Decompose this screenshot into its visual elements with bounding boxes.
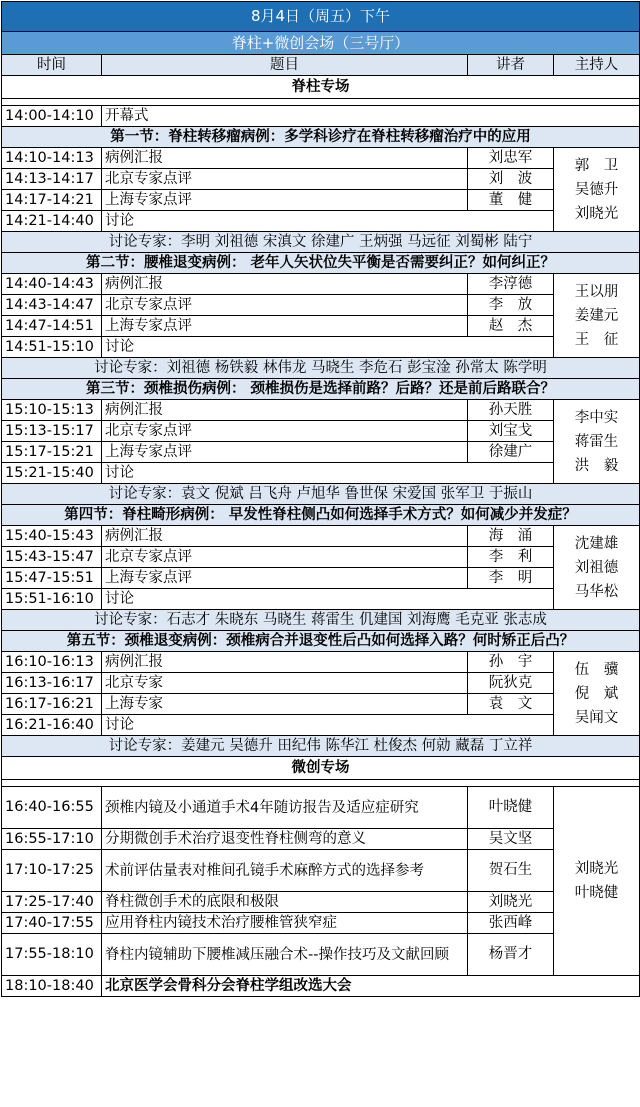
session-title: 第一节：脊柱转移瘤病例：多学科诊疗在脊柱转移瘤治疗中的应用	[2, 127, 640, 148]
host-name: 洪 毅	[574, 457, 619, 474]
row-time: 17:10-17:25	[2, 850, 102, 892]
section-title-minimally-invasive: 微创专场	[2, 757, 640, 780]
row-time: 17:40-17:55	[2, 913, 102, 934]
session-hosts	[554, 400, 640, 484]
closing-time: 18:10-18:40	[2, 976, 102, 997]
row-topic: 讨论	[102, 589, 554, 610]
session-title: 第二节：腰椎退变病例： 老年人矢状位失平衡是否需要纠正？如何纠正？	[2, 253, 640, 274]
discussion-experts: 讨论专家：李明 刘祖德 宋滇文 徐建广 王炳强 马远征 刘蜀彬 陆宁	[2, 232, 640, 253]
row-topic: 颈椎内镜及小通道手术4年随访报告及适应症研究	[102, 787, 468, 829]
row-topic: 北京专家点评	[102, 295, 468, 316]
row-topic: 分期微创手术治疗退变性脊柱侧弯的意义	[102, 829, 468, 850]
row-topic: 上海专家点评	[102, 568, 468, 589]
row-time: 14:21-14:40	[2, 211, 102, 232]
row-speaker: 董 健	[468, 190, 554, 211]
schedule-table	[1, 1, 640, 997]
host-name: 倪 斌	[574, 685, 619, 702]
row-time: 14:43-14:47	[2, 295, 102, 316]
row-time: 14:47-14:51	[2, 316, 102, 337]
row-speaker: 杨晋才	[468, 934, 554, 976]
host-name: 吴德升	[574, 181, 619, 198]
row-time: 16:40-16:55	[2, 787, 102, 829]
closing-topic: 北京医学会骨科分会脊柱学组改选大会	[102, 976, 640, 997]
row-time: 14:40-14:43	[2, 274, 102, 295]
session-hosts	[554, 526, 640, 610]
host-name: 吴闻文	[574, 709, 619, 726]
host-name: 刘晓光	[574, 205, 619, 222]
row-speaker: 阮狄克	[468, 673, 554, 694]
venue-title: 脊柱+微创会场（三号厅）	[2, 32, 640, 55]
row-speaker: 海 涌	[468, 526, 554, 547]
row-speaker: 李 放	[468, 295, 554, 316]
row-topic: 上海专家点评	[102, 190, 468, 211]
row-topic: 病例汇报	[102, 652, 468, 673]
row-topic: 应用脊柱内镜技术治疗腰椎管狭窄症	[102, 913, 468, 934]
row-time: 16:17-16:21	[2, 694, 102, 715]
discussion-experts: 讨论专家：袁文 倪斌 吕飞舟 卢旭华 鲁世保 宋爱国 张军卫 于振山	[2, 484, 640, 505]
row-topic: 术前评估量表对椎间孔镜手术麻醉方式的选择参考	[102, 850, 468, 892]
section-title-spine: 脊柱专场	[2, 76, 640, 99]
row-topic: 讨论	[102, 463, 554, 484]
row-speaker: 叶晓健	[468, 787, 554, 829]
row-time: 17:55-18:10	[2, 934, 102, 976]
session-title: 第五节：颈椎退变病例：颈椎病合并退变性后凸如何选择入路？何时矫正后凸？	[2, 631, 640, 652]
row-time: 17:25-17:40	[2, 892, 102, 913]
row-topic: 病例汇报	[102, 274, 468, 295]
row-speaker: 李 利	[468, 547, 554, 568]
opening-topic: 开幕式	[102, 106, 640, 127]
row-time: 15:21-15:40	[2, 463, 102, 484]
row-speaker: 袁 文	[468, 694, 554, 715]
host-name: 姜建元	[574, 307, 619, 324]
row-speaker: 李 明	[468, 568, 554, 589]
discussion-experts: 讨论专家：姜建元 吴德升 田纪伟 陈华江 杜俊杰 何勍 藏磊 丁立祥	[2, 736, 640, 757]
row-speaker: 贺石生	[468, 850, 554, 892]
row-time: 15:51-16:10	[2, 589, 102, 610]
row-topic: 讨论	[102, 337, 554, 358]
row-topic: 讨论	[102, 211, 554, 232]
row-topic: 病例汇报	[102, 148, 468, 169]
row-speaker: 李淳德	[468, 274, 554, 295]
row-speaker: 孙天胜	[468, 400, 554, 421]
row-time: 15:47-15:51	[2, 568, 102, 589]
row-speaker: 刘 波	[468, 169, 554, 190]
row-speaker: 孙 宇	[468, 652, 554, 673]
row-topic: 上海专家	[102, 694, 468, 715]
host-name: 蒋雷生	[574, 433, 619, 450]
opening-time: 14:00-14:10	[2, 106, 102, 127]
row-time: 15:40-15:43	[2, 526, 102, 547]
row-topic: 病例汇报	[102, 400, 468, 421]
column-header-time: 时间	[2, 55, 102, 76]
row-speaker: 徐建广	[468, 442, 554, 463]
row-topic: 脊柱内镜辅助下腰椎减压融合术--操作技巧及文献回顾	[102, 934, 468, 976]
session-hosts	[554, 274, 640, 358]
row-topic: 病例汇报	[102, 526, 468, 547]
row-speaker: 刘宝戈	[468, 421, 554, 442]
row-speaker: 赵 杰	[468, 316, 554, 337]
row-time: 16:55-17:10	[2, 829, 102, 850]
row-speaker: 刘忠军	[468, 148, 554, 169]
session-hosts	[554, 787, 640, 976]
row-speaker: 张西峰	[468, 913, 554, 934]
row-topic: 上海专家点评	[102, 316, 468, 337]
column-header-host: 主持人	[554, 55, 640, 76]
row-time: 16:13-16:17	[2, 673, 102, 694]
host-name: 王以朋	[574, 283, 619, 300]
row-topic: 脊柱微创手术的底限和极限	[102, 892, 468, 913]
row-speaker: 吴文坚	[468, 829, 554, 850]
host-name: 马华松	[574, 583, 619, 600]
host-name: 叶晓健	[574, 885, 619, 901]
host-name: 刘晓光	[574, 861, 619, 877]
discussion-experts: 讨论专家：石志才 朱晓东 马晓生 蒋雷生 仉建国 刘海鹰 毛克亚 张志成	[2, 610, 640, 631]
row-topic: 讨论	[102, 715, 554, 736]
host-name: 郭 卫	[574, 157, 619, 174]
row-time: 14:51-15:10	[2, 337, 102, 358]
host-name: 伍 骥	[574, 661, 619, 678]
session-title: 第三节：颈椎损伤病例： 颈椎损伤是选择前路？后路？还是前后路联合？	[2, 379, 640, 400]
row-topic: 北京专家	[102, 673, 468, 694]
row-time: 16:10-16:13	[2, 652, 102, 673]
row-time: 15:43-15:47	[2, 547, 102, 568]
session-hosts	[554, 652, 640, 736]
column-header-topic: 题目	[102, 55, 468, 76]
session-title: 第四节：脊柱畸形病例： 早发性脊柱侧凸如何选择手术方式？如何减少并发症？	[2, 505, 640, 526]
row-time: 14:17-14:21	[2, 190, 102, 211]
host-name: 王 征	[574, 331, 619, 348]
row-time: 15:10-15:13	[2, 400, 102, 421]
date-title: 8月4日（周五）下午	[2, 2, 640, 32]
row-time: 14:10-14:13	[2, 148, 102, 169]
discussion-experts: 讨论专家：刘祖德 杨铁毅 林伟龙 马晓生 李危石 彭宝淦 孙常太 陈学明	[2, 358, 640, 379]
session-hosts	[554, 148, 640, 232]
row-time: 15:17-15:21	[2, 442, 102, 463]
column-header-speaker: 讲者	[468, 55, 554, 76]
row-speaker: 刘晓光	[468, 892, 554, 913]
host-name: 沈建雄	[574, 535, 619, 552]
row-topic: 北京专家点评	[102, 547, 468, 568]
row-time: 15:13-15:17	[2, 421, 102, 442]
row-topic: 北京专家点评	[102, 169, 468, 190]
row-time: 16:21-16:40	[2, 715, 102, 736]
row-topic: 北京专家点评	[102, 421, 468, 442]
row-topic: 上海专家点评	[102, 442, 468, 463]
host-name: 刘祖德	[574, 559, 619, 576]
host-name: 李中实	[574, 409, 619, 426]
row-time: 14:13-14:17	[2, 169, 102, 190]
